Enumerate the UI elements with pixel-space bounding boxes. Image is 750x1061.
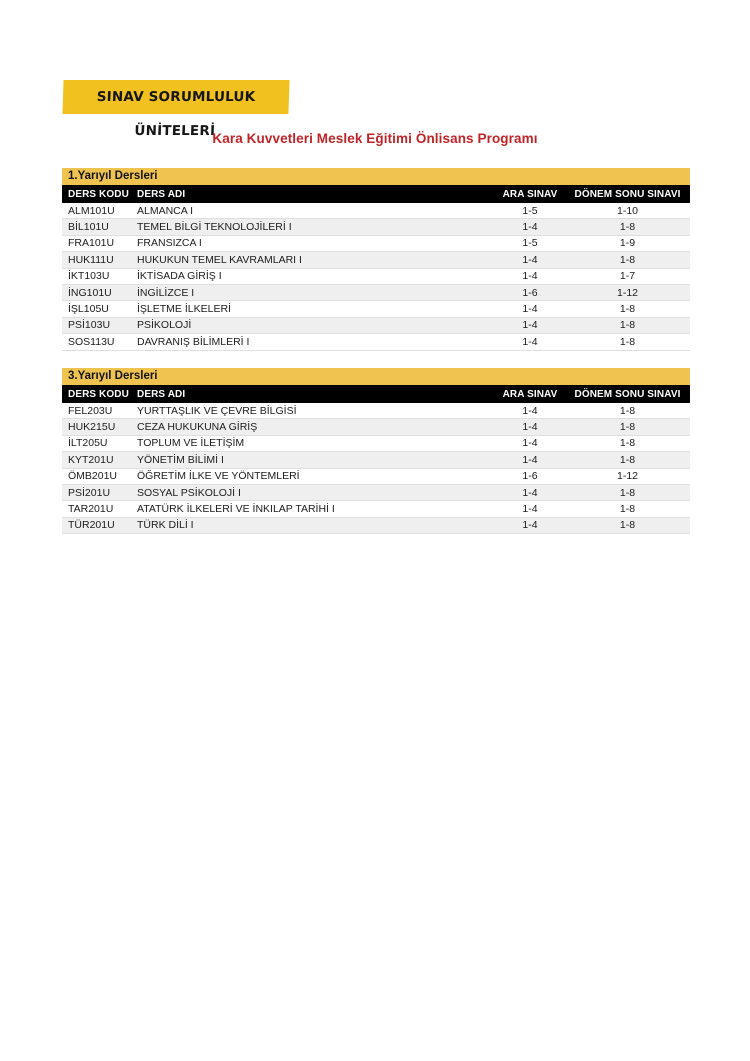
col-header-donem-sonu-sinavi: DÖNEM SONU SINAVI (574, 388, 681, 400)
cell-donem-sonu-sinavi: 1-8 (619, 319, 636, 332)
cell-ara-sinav: 1-4 (522, 221, 538, 234)
table-row (62, 301, 690, 317)
cell-ders-kodu: İNG101U (68, 286, 112, 299)
cell-ara-sinav: 1-5 (522, 237, 538, 250)
cell-ders-adi: TEMEL BİLGİ TEKNOLOJİLERİ I (137, 221, 292, 234)
cell-donem-sonu-sinavi: 1-8 (619, 503, 636, 516)
cell-donem-sonu-sinavi: 1-8 (619, 421, 636, 434)
cell-ders-adi: SOSYAL PSİKOLOJİ I (137, 486, 241, 499)
cell-donem-sonu-sinavi: 1-8 (619, 486, 636, 499)
cell-donem-sonu-sinavi: 1-8 (619, 335, 636, 348)
table-row (62, 252, 690, 268)
cell-ara-sinav: 1-4 (522, 303, 538, 316)
cell-ders-adi: TÜRK DİLİ I (137, 519, 194, 532)
table-row (62, 419, 690, 435)
table-row (62, 485, 690, 501)
cell-ders-kodu: PSİ103U (68, 319, 111, 332)
cell-ders-adi: YÖNETİM BİLİMİ I (137, 453, 224, 466)
table-row (62, 285, 690, 301)
table-body (62, 203, 690, 351)
col-header-ara-sinav: ARA SINAV (502, 388, 558, 400)
cell-ders-adi: DAVRANIŞ BİLİMLERİ I (137, 335, 250, 348)
cell-ders-kodu: ÖMB201U (68, 470, 118, 483)
cell-ders-adi: CEZA HUKUKUNA GİRİŞ (137, 421, 258, 434)
cell-ders-adi: YURTTAŞLIK VE ÇEVRE BİLGİSİ (137, 404, 297, 417)
table-row (62, 236, 690, 252)
cell-ara-sinav: 1-4 (522, 253, 538, 266)
cell-ders-kodu: HUK215U (68, 421, 116, 434)
section-header-semester-1: 1.Yarıyıl Dersleri (62, 168, 690, 185)
table-row (62, 219, 690, 235)
section-header-semester-3: 3.Yarıyıl Dersleri (62, 368, 690, 385)
table-row (62, 501, 690, 517)
table-row (62, 518, 690, 534)
cell-donem-sonu-sinavi: 1-10 (616, 204, 638, 217)
cell-ders-adi: İŞLETME İLKELERİ (137, 303, 231, 316)
program-title: Kara Kuvvetleri Meslek Eğitimi Önlisans Programı (212, 131, 538, 146)
cell-donem-sonu-sinavi: 1-8 (619, 253, 636, 266)
cell-ders-kodu: FRA101U (68, 237, 115, 250)
cell-ders-kodu: TÜR201U (68, 519, 115, 532)
table-header-row (62, 185, 690, 203)
cell-ara-sinav: 1-4 (522, 335, 538, 348)
col-header-ders-adi: DERS ADI (137, 188, 186, 200)
cell-ders-adi: ÖĞRETİM İLKE VE YÖNTEMLERİ (137, 470, 300, 483)
cell-donem-sonu-sinavi: 1-12 (616, 470, 638, 483)
cell-ara-sinav: 1-4 (522, 421, 538, 434)
table-row (62, 469, 690, 485)
table-body (62, 403, 690, 534)
cell-ders-kodu: SOS113U (68, 335, 115, 348)
cell-ders-kodu: HUK111U (68, 253, 114, 266)
cell-ders-kodu: PSİ201U (68, 486, 111, 499)
table-row (62, 436, 690, 452)
table-row (62, 203, 690, 219)
cell-ders-adi: PSİKOLOJİ (137, 319, 192, 332)
cell-ara-sinav: 1-4 (522, 486, 538, 499)
cell-ders-kodu: KYT201U (68, 453, 114, 466)
table-row (62, 334, 690, 350)
cell-donem-sonu-sinavi: 1-8 (619, 303, 636, 316)
col-header-ders-kodu: DERS KODU (68, 188, 129, 200)
cell-donem-sonu-sinavi: 1-8 (619, 437, 636, 450)
cell-ara-sinav: 1-4 (522, 503, 538, 516)
cell-ders-kodu: İKT103U (68, 270, 110, 283)
cell-ders-kodu: BİL101U (68, 221, 109, 234)
cell-ara-sinav: 1-4 (522, 519, 538, 532)
cell-ders-adi: HUKUKUN TEMEL KAVRAMLARI I (137, 253, 302, 266)
cell-ders-kodu: ALM101U (68, 204, 115, 217)
col-header-ders-adi: DERS ADI (137, 388, 186, 400)
semester-3-table (62, 368, 690, 534)
cell-ara-sinav: 1-4 (522, 453, 538, 466)
cell-ara-sinav: 1-6 (522, 470, 538, 483)
col-header-ders-kodu: DERS KODU (68, 388, 129, 400)
cell-ders-adi: İKTİSADA GİRİŞ I (137, 270, 222, 283)
table-row (62, 269, 690, 285)
cell-ara-sinav: 1-5 (522, 204, 538, 217)
cell-donem-sonu-sinavi: 1-8 (619, 519, 636, 532)
cell-donem-sonu-sinavi: 1-9 (619, 237, 636, 250)
cell-ders-kodu: İŞL105U (68, 303, 109, 316)
cell-donem-sonu-sinavi: 1-8 (619, 453, 636, 466)
table-row (62, 318, 690, 334)
cell-ders-adi: TOPLUM VE İLETİŞİM (137, 437, 245, 450)
cell-donem-sonu-sinavi: 1-8 (619, 221, 636, 234)
cell-ara-sinav: 1-4 (522, 404, 538, 417)
cell-ders-kodu: FEL203U (68, 404, 113, 417)
cell-donem-sonu-sinavi: 1-12 (616, 286, 638, 299)
semester-1-table (62, 168, 690, 351)
cell-ara-sinav: 1-4 (522, 319, 538, 332)
cell-donem-sonu-sinavi: 1-8 (619, 404, 636, 417)
table-row (62, 403, 690, 419)
cell-ara-sinav: 1-4 (522, 270, 538, 283)
cell-ara-sinav: 1-6 (522, 286, 538, 299)
cell-ders-adi: ATATÜRK İLKELERİ VE İNKILAP TARİHİ I (137, 503, 335, 516)
cell-ara-sinav: 1-4 (522, 437, 538, 450)
cell-ders-kodu: İLT205U (68, 437, 108, 450)
cell-ders-kodu: TAR201U (68, 503, 114, 516)
col-header-donem-sonu-sinavi: DÖNEM SONU SINAVI (574, 188, 681, 200)
exam-units-badge: SINAV SORUMLULUK ÜNİTELERİ (62, 80, 289, 114)
col-header-ara-sinav: ARA SINAV (502, 188, 558, 200)
cell-ders-adi: İNGİLİZCE I (137, 286, 195, 299)
cell-ders-adi: FRANSIZCA I (137, 237, 202, 250)
table-header-row (62, 385, 690, 403)
table-row (62, 452, 690, 468)
cell-donem-sonu-sinavi: 1-7 (619, 270, 636, 283)
cell-ders-adi: ALMANCA I (137, 204, 194, 217)
